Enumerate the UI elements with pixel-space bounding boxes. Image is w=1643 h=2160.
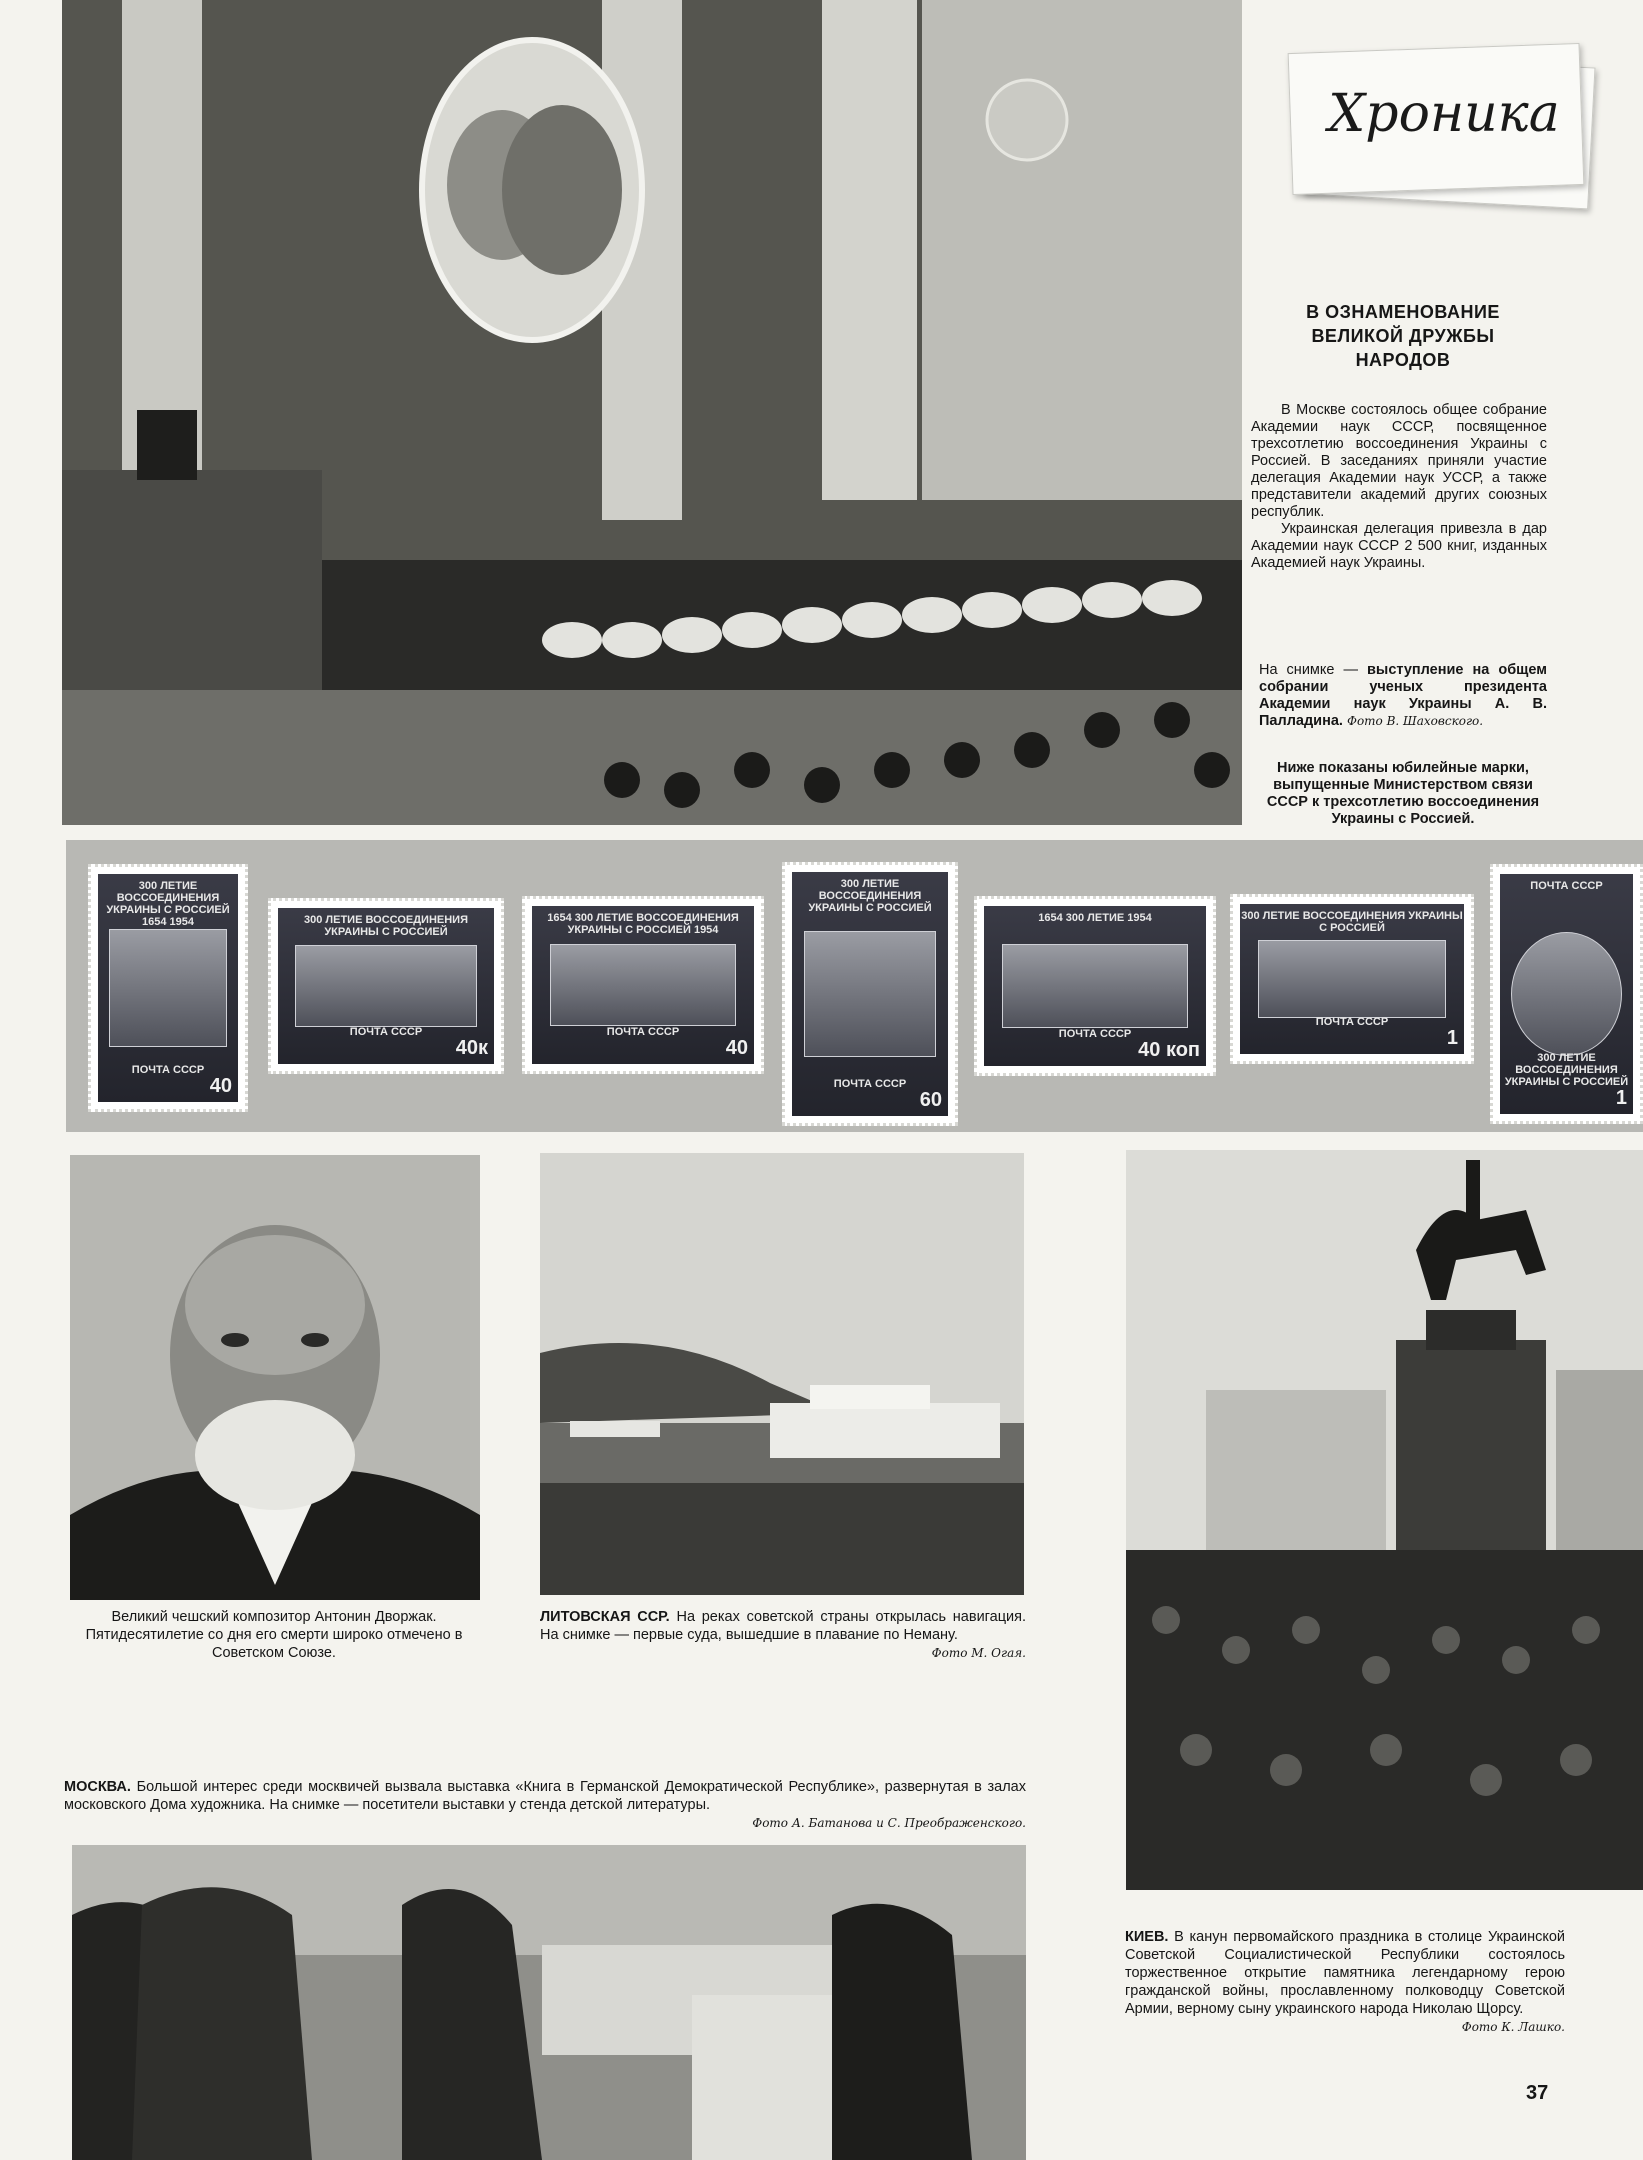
caption-lithuania-credit: Фото М. Огая. — [931, 1646, 1026, 1660]
stamp-bottom-text: ПОЧТА СССР — [1058, 1028, 1132, 1040]
caption-moscow — [64, 1778, 1026, 1832]
stamp-value: 40 — [725, 1037, 748, 1059]
stamp-top-text: ПОЧТА СССР — [1530, 880, 1603, 892]
stamp-value: 1 — [1615, 1087, 1627, 1109]
article-paragraph-2: Украинская делегация привезла в дар Академии наук СССР 2 500 книг, изданных Академией наук Украины. — [1251, 521, 1547, 571]
stamp-top-text: 1654 300 ЛЕТИЕ 1954 — [1038, 912, 1152, 924]
stamp-bottom-text: ПОЧТА СССР — [349, 1026, 423, 1038]
stamp-image — [804, 931, 935, 1058]
stamp — [268, 898, 504, 1074]
section-title-card — [1284, 42, 1594, 202]
stamp-top-text: 300 ЛЕТИЕ ВОССОЕДИНЕНИЯ УКРАИНЫ С РОССИЕЙ — [808, 878, 932, 914]
article-paragraph-1: В Москве состоялось общее собрание Академии наук СССР, посвященное трехсотлетию воссоединения Украины с Россией. В заседаниях приняли участие делегация Академии наук УССР, а также представители академий других союзных республик. — [1251, 402, 1547, 520]
stamp-strip — [66, 840, 1643, 1132]
stamp-bottom-text: 300 ЛЕТИЕ ВОССОЕДИНЕНИЯ УКРАИНЫ С РОССИЕЙ — [1504, 1052, 1629, 1088]
stamp-value: 40 — [209, 1075, 232, 1097]
caption-kiev-text: В канун первомайского праздника в столице Украинской Советской Социалистической Республики состоялось торжественное открытие памятника легендарному герою гражданской войны, прославленному полководцу Советской Армии, верному сыну украинского народа Николаю Щорсу. — [1125, 1929, 1565, 2017]
page-number: 37 — [1526, 2082, 1549, 2104]
stamp — [522, 896, 764, 1074]
article-body — [1251, 402, 1547, 572]
photo-moscow-exhibition — [72, 1845, 1026, 2160]
photo-caption-bold: выступление на общем собрании ученых президента Академии наук Украины А. В. Палладина. — [1259, 662, 1547, 729]
photo-dvorak-portrait — [70, 1155, 480, 1600]
photo-caption — [1259, 662, 1547, 730]
photo-credit: Фото В. Шаховского. — [1346, 714, 1484, 728]
caption-moscow-text: Большой интерес среди москвичей вызвала выставка «Книга в Германской Демократической Республике», развернутая в залах московского Дома художника. На снимке — посетители выставки у стенда детской литературы. — [64, 1779, 1026, 1813]
stamp-image — [550, 944, 737, 1026]
caption-lithuania — [540, 1608, 1026, 1662]
stamp-image — [295, 945, 476, 1026]
stamp — [88, 864, 248, 1112]
caption-kiev-credit: Фото К. Лашко. — [1461, 2020, 1565, 2034]
caption-moscow-credit: Фото А. Батанова и С. Преображенского. — [752, 1816, 1026, 1830]
stamp-bottom-text: ПОЧТА СССР — [606, 1026, 680, 1038]
section-title: Хроника — [1328, 84, 1560, 144]
article-heading: В ОЗНАМЕНОВАНИЕ ВЕЛИКОЙ ДРУЖБЫ НАРОДОВ — [1306, 302, 1500, 370]
stamp — [974, 896, 1216, 1076]
photo-academy-meeting — [62, 0, 1242, 825]
caption-moscow-lead: МОСКВА. — [64, 1779, 131, 1795]
stamp-top-text: 300 ЛЕТИЕ ВОССОЕДИНЕНИЯ УКРАИНЫ С РОССИЕЙ — [1241, 910, 1463, 934]
photo-caption-lead: На снимке — — [1259, 662, 1358, 678]
photo-neman-river — [540, 1153, 1024, 1595]
stamp — [1490, 864, 1643, 1124]
caption-kiev-lead: КИЕВ. — [1125, 1929, 1169, 1945]
stamp-value: 40 коп — [1138, 1039, 1200, 1061]
stamp-bottom-text: ПОЧТА СССР — [1315, 1016, 1389, 1028]
photo-kiev-monument — [1126, 1150, 1643, 1890]
stamp-image — [1002, 944, 1189, 1027]
stamps-note: Ниже показаны юбилейные марки, выпущенные Министерством связи СССР к трехсотлетию воссоединения Украины с Россией. — [1266, 760, 1540, 827]
caption-lithuania-lead: ЛИТОВСКАЯ ССР. — [540, 1609, 670, 1625]
stamp-value: 60 — [919, 1089, 942, 1111]
caption-kiev — [1125, 1928, 1565, 2036]
stamp-image — [1258, 940, 1446, 1018]
caption-lithuania-text: На реках советской страны открылась навигация. На снимке — первые суда, вышедшие в плавание по Неману. — [540, 1609, 1026, 1643]
stamp-image — [1511, 932, 1623, 1057]
stamp-top-text: 1654 300 ЛЕТИЕ ВОССОЕДИНЕНИЯ УКРАИНЫ С РОССИЕЙ 1954 — [547, 912, 739, 936]
stamp-top-text: 300 ЛЕТИЕ ВОССОЕДИНЕНИЯ УКРАИНЫ С РОССИЕЙ 1654 1954 — [106, 880, 230, 928]
stamp-bottom-text: ПОЧТА СССР — [131, 1064, 205, 1076]
stamp-bottom-text: ПОЧТА СССР — [833, 1078, 907, 1090]
caption-dvorak: Великий чешский композитор Антонин Дворжак. Пятидесятилетие со дня его смерти широко отмечено в Советском Союзе. — [85, 1609, 463, 1661]
stamp — [782, 862, 958, 1126]
stamp-value: 1 — [1446, 1027, 1458, 1049]
stamp-value: 40к — [455, 1037, 488, 1059]
stamp-top-text: 300 ЛЕТИЕ ВОССОЕДИНЕНИЯ УКРАИНЫ С РОССИЕЙ — [304, 914, 468, 938]
stamp — [1230, 894, 1474, 1064]
stamp-image — [109, 929, 227, 1048]
